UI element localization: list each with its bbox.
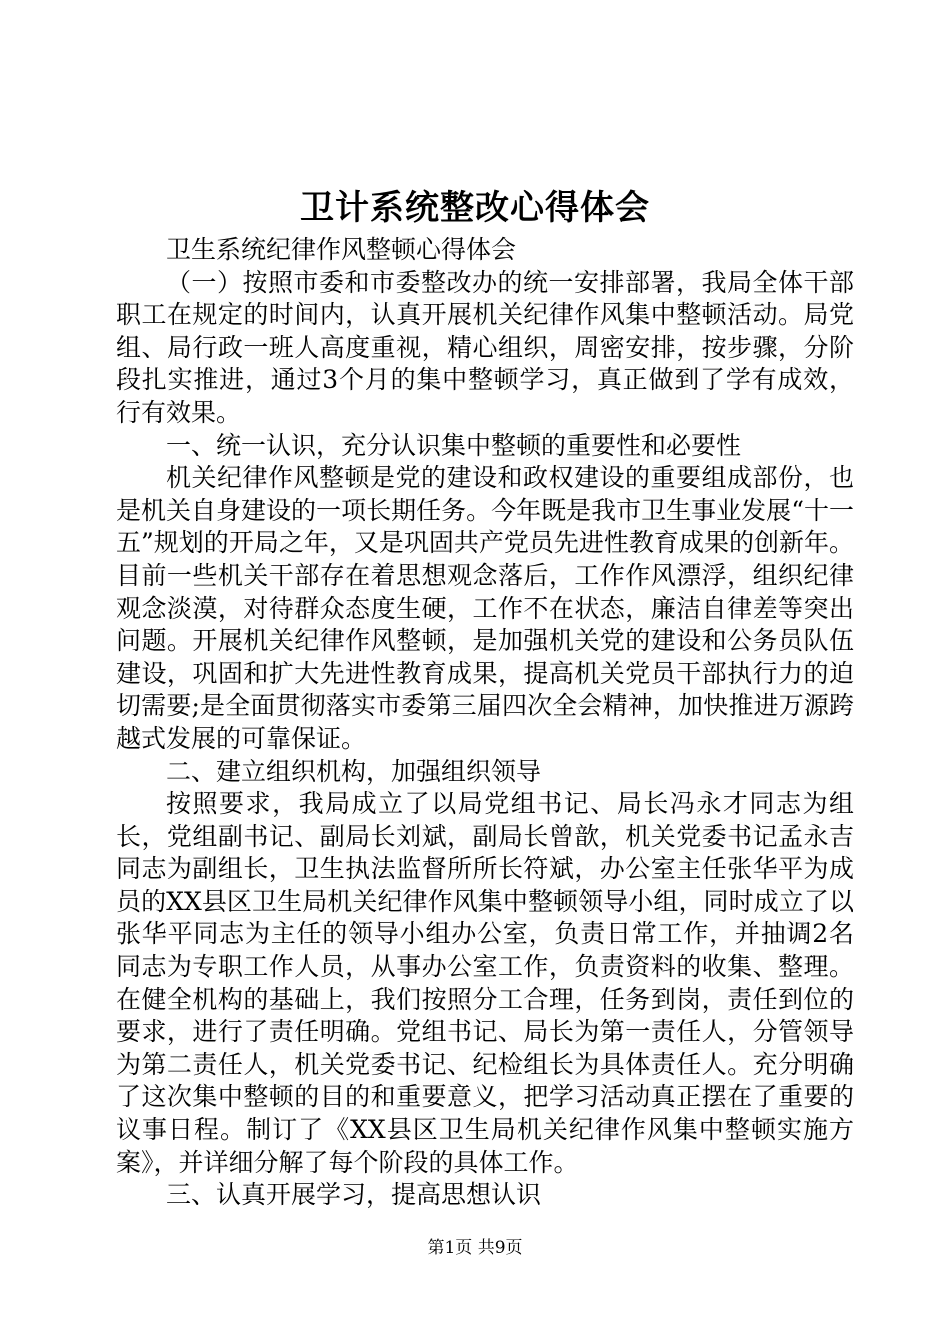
section-heading-3: 三、认真开展学习，提高思想认识	[166, 1180, 542, 1210]
document-title: 卫计系统整改心得体会	[300, 188, 650, 228]
section-2-paragraph: 按照要求，我局成立了以局党组书记、局长冯永才同志为组长，党组副书记、副局长刘斌，副局长曾歆，机关党委书记孟永吉同志为副组长，卫生执法监督所所长符斌，办公室主任张华平为成员的XX县区卫生局机关纪律作风集中整顿领导小组，同时成立了以张华平同志为主任的领导小组办公室，负责日常工作，并抽调2名同志为专职工作人员，从事办公室工作，负责资料的收集、整理。在健全机构的基础上，我们按照分工合理，任务到岗，责任到位的要求，进行了责任明确。党组书记、局长为第一责任人，分管领导为第二责任人，机关党委书记、纪检组长为具体责任人。充分明确了这次集中整顿的目的和重要意义，把学习活动真正摆在了重要的议事日程。制订了《XX县区卫生局机关纪律作风集中整顿实施方案》，并详细分解了每个阶段的具体工作。	[116, 789, 854, 1177]
section-1-paragraph: 机关纪律作风整顿是党的建设和政权建设的重要组成部份，也是机关自身建设的一项长期任务。今年既是我市卫生事业发展“十一五”规划的开局之年，又是巩固共产党员先进性教育成果的创新年。目前一些机关干部存在着思想观念落后，工作作风漂浮，组织纪律观念淡漠，对待群众态度生硬，工作不在状态，廉洁自律差等突出问题。开展机关纪律作风整顿，是加强机关党的建设和公务员队伍建设，巩固和扩大先进性教育成果，提高机关党员干部执行力的迫切需要;是全面贯彻落实市委第三届四次全会精神，加快推进万源跨越式发展的可靠保证。	[116, 463, 854, 753]
intro-paragraph: （一）按照市委和市委整改办的统一安排部署，我局全体干部职工在规定的时间内，认真开展机关纪律作风集中整顿活动。局党组、局行政一班人高度重视，精心组织，周密安排，按步骤，分阶段扎实推进，通过3个月的集中整顿学习，真正做到了学有成效，行有效果。	[116, 267, 854, 427]
section-heading-2: 二、建立组织机构，加强组织领导	[166, 756, 542, 786]
section-heading-1: 一、统一认识，充分认识集中整顿的重要性和必要性	[166, 430, 742, 460]
page-footer: 第1页 共9页	[427, 1238, 523, 1258]
document-body	[116, 234, 854, 1212]
subtitle-paragraph: 卫生系统纪律作风整顿心得体会	[166, 235, 517, 264]
